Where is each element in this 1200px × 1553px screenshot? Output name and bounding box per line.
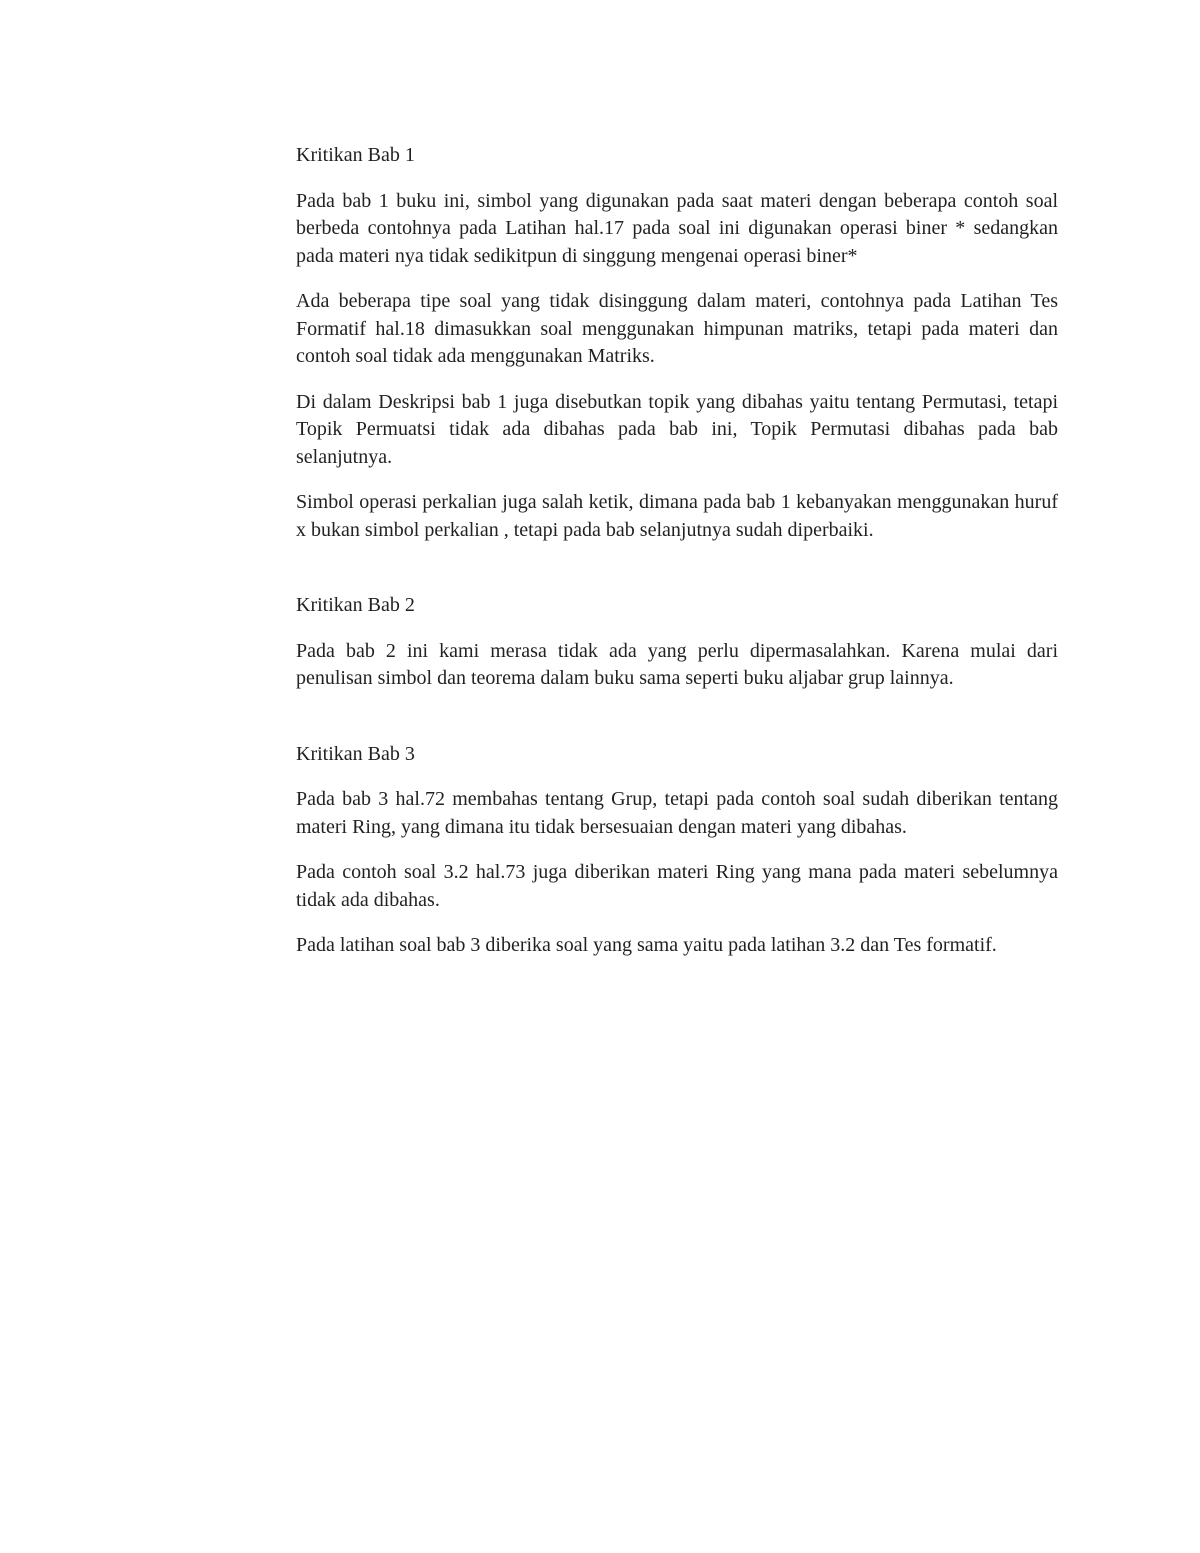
section-heading: Kritikan Bab 3 [296,742,415,765]
section-bab-1 [296,142,1058,544]
paragraph: Di dalam Deskripsi bab 1 juga disebutkan topik yang dibahas yaitu tentang Permutasi, tetapi Topik Permuatsi tidak ada dibahas pada bab ini, Topik Permutasi dibahas pada bab selanjutnya. [296,390,1058,468]
paragraph: Pada bab 1 buku ini, simbol yang digunakan pada saat materi dengan beberapa contoh soal berbeda contohnya pada Latihan hal.17 pada soal ini digunakan operasi biner * sedangkan pada materi nya tidak sedikitpun di singgung mengenai operasi biner* [296,189,1058,267]
paragraph: Pada latihan soal bab 3 diberika soal yang sama yaitu pada latihan 3.2 dan Tes formatif. [296,934,997,956]
document-page [296,142,1058,978]
paragraph: Simbol operasi perkalian juga salah ketik, dimana pada bab 1 kebanyakan menggunakan huruf x bukan simbol perkalian , tetapi pada bab selanjutnya sudah diperbaiki. [296,491,1058,541]
section-heading: Kritikan Bab 2 [296,594,415,616]
paragraph: Pada contoh soal 3.2 hal.73 juga diberikan materi Ring yang mana pada materi sebelumnya tidak ada dibahas. [296,861,1058,911]
paragraph: Pada bab 3 hal.72 membahas tentang Grup, tetapi pada contoh soal sudah diberikan tentang materi Ring, yang dimana itu tidak bersesuaian dengan materi yang dibahas. [296,788,1058,838]
paragraph: Ada beberapa tipe soal yang tidak disinggung dalam materi, contohnya pada Latihan Tes Formatif hal.18 dimasukkan soal menggunakan himpunan matriks, tetapi pada materi dan contoh soal tidak ada menggunakan Matriks. [296,290,1058,367]
section-heading: Kritikan Bab 1 [296,144,415,166]
paragraph: Pada bab 2 ini kami merasa tidak ada yang perlu dipermasalahkan. Karena mulai dari penulisan simbol dan teorema dalam buku sama seperti buku aljabar grup lainnya. [296,639,1058,689]
section-bab-3 [296,741,1058,960]
section-bab-2 [296,592,1058,693]
